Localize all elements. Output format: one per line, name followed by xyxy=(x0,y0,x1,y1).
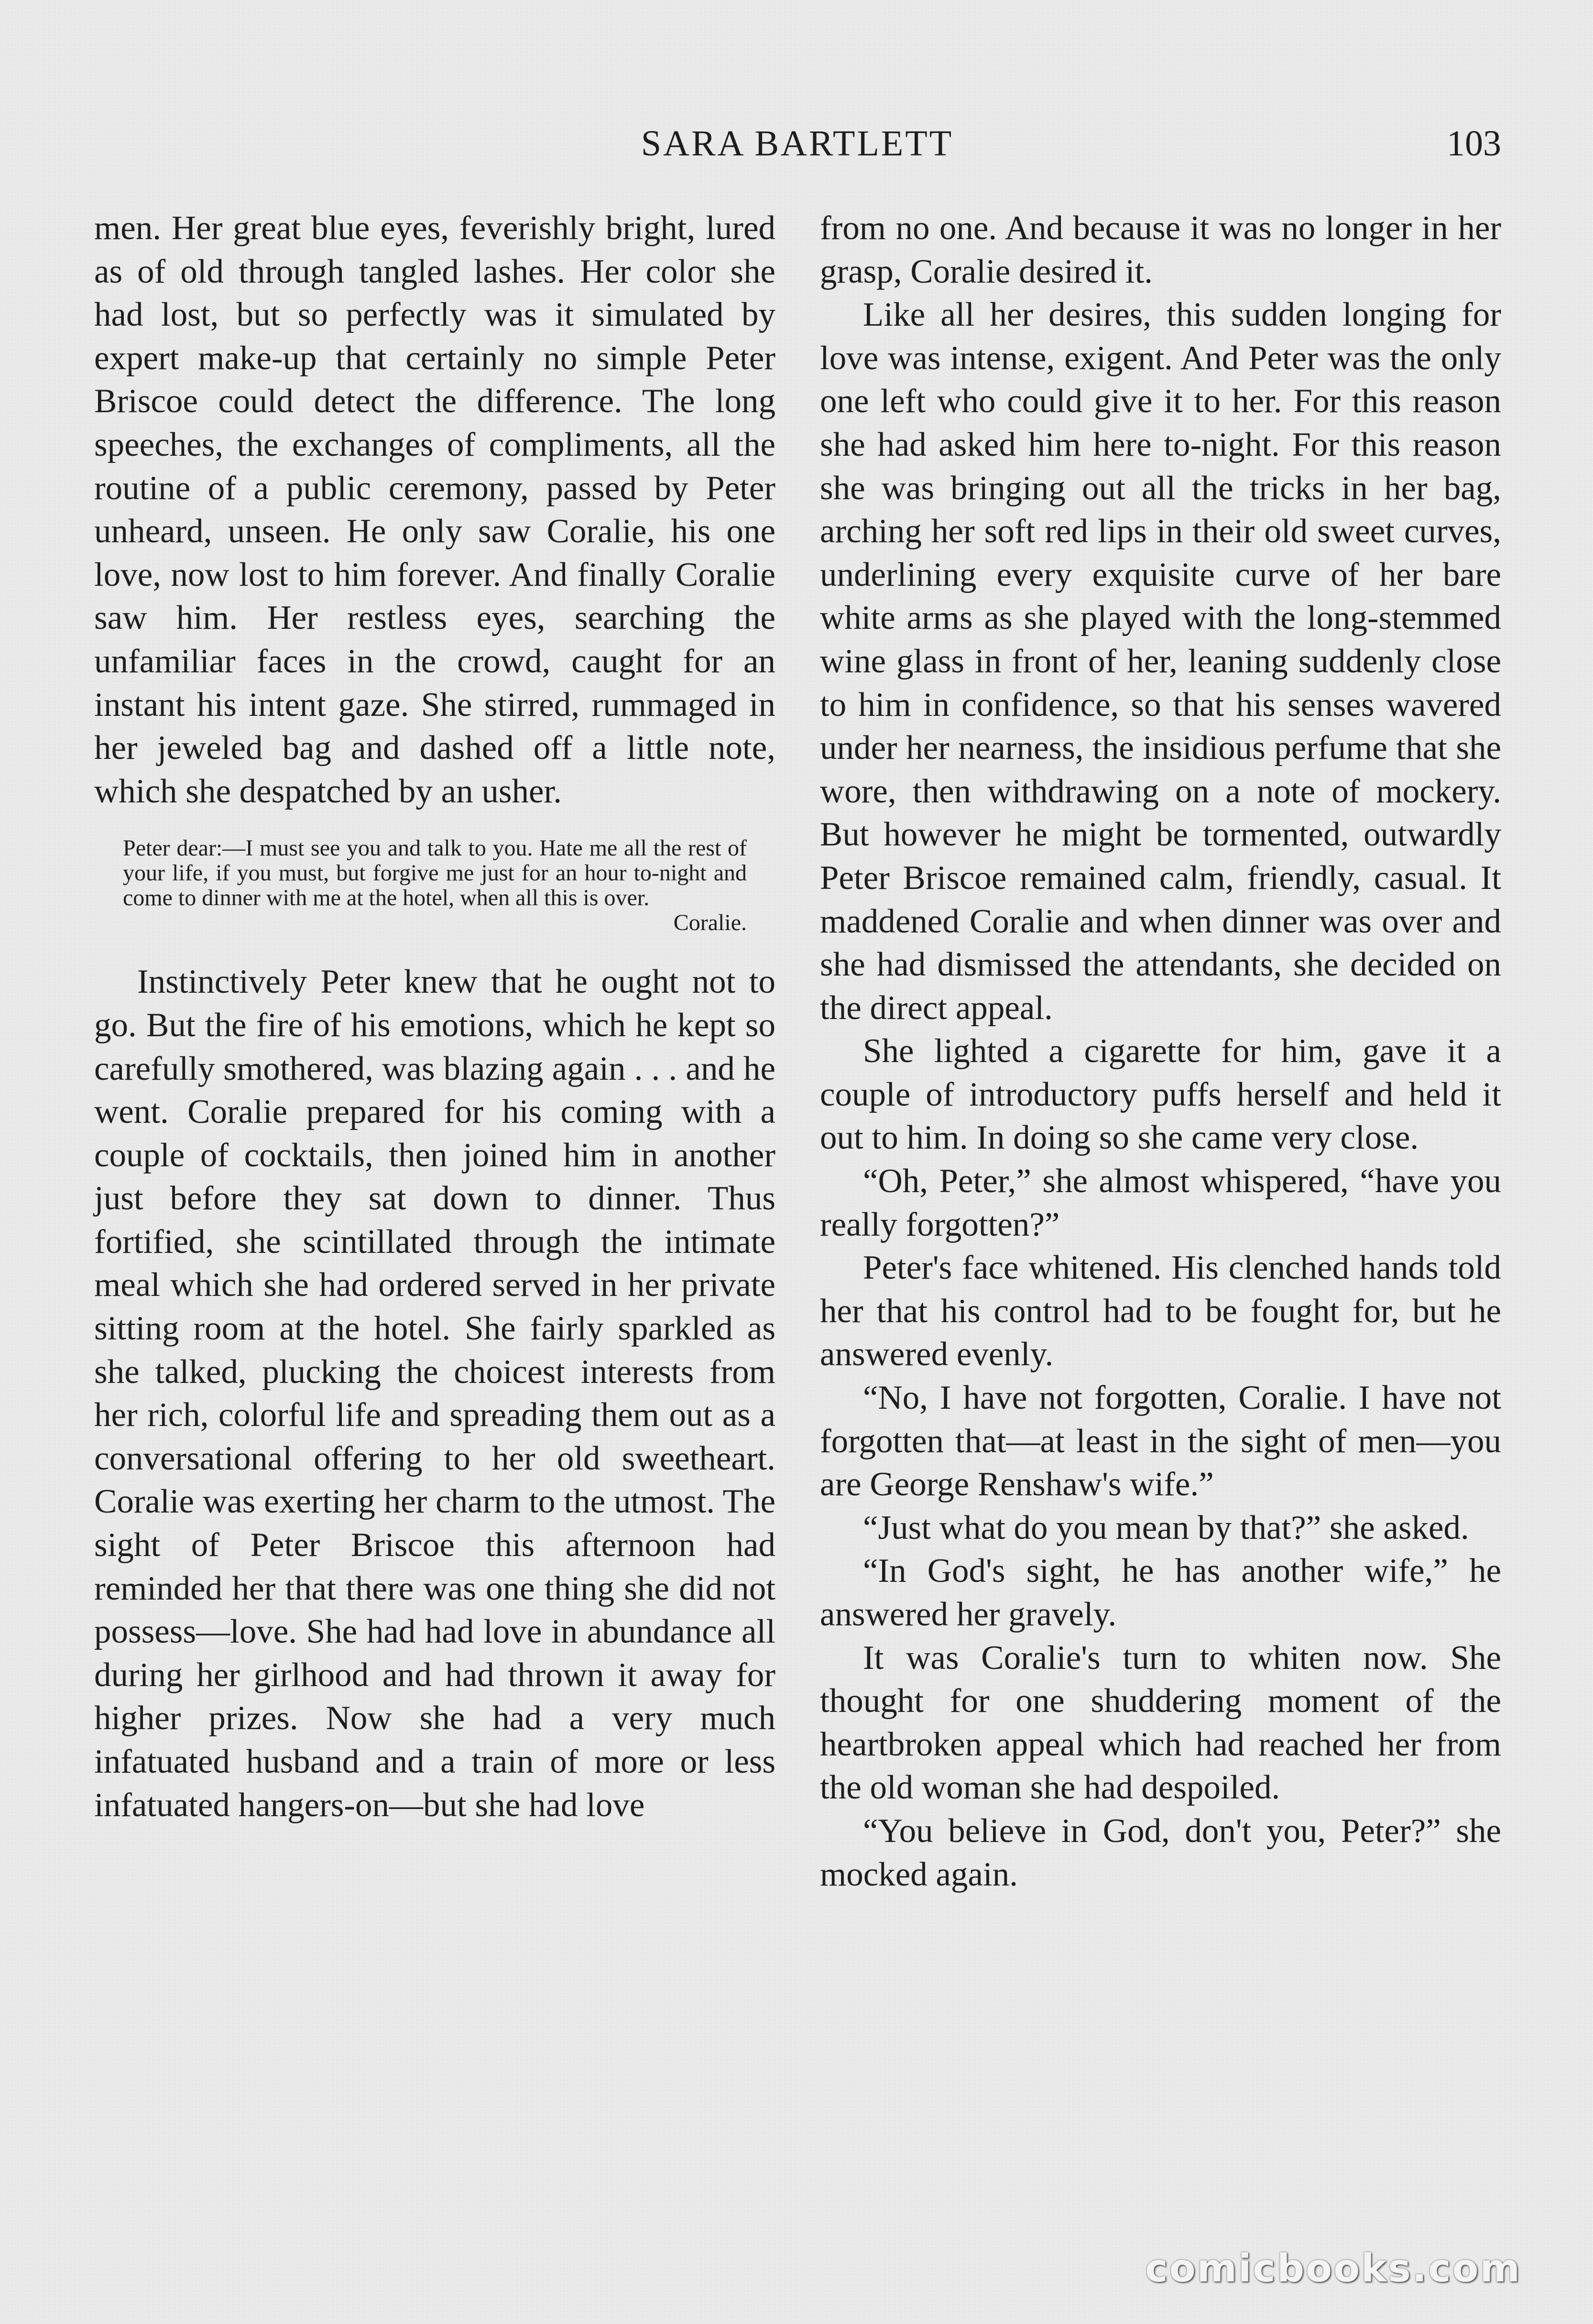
left-column xyxy=(94,207,775,1827)
paragraph: from no one. And because it was no longer in her grasp, Coralie desired it. xyxy=(820,209,1501,290)
page-header xyxy=(93,117,1501,170)
note-signature: Coralie. xyxy=(673,910,747,936)
paragraph: Like all her desires, this sudden longing for love was intense, exigent. And Peter was the only one left who could give it to her. For this reason she had asked him here to-night. For this reason she was bringing out all the tricks in her bag, arching her soft red lips in their old sweet curves, underlining every exquisite curve of her bare white arms as she played with the long-stemmed wine glass in front of her, leaning suddenly close to him in confidence, so that his senses wavered under her nearness, the insidious perfume that she wore, then withdrawing on a note of mockery. But however he might be tormented, outwardly Peter Briscoe remained calm, friendly, casual. It maddened Coralie and when dinner was over and she had dismissed the attendants, she decided on the direct appeal. xyxy=(820,296,1501,1027)
paragraph: “You believe in God, don't you, Peter?” she mocked again. xyxy=(820,1812,1501,1893)
paragraph: men. Her great blue eyes, feverishly bright, lured as of old through tangled lashes. Her color she had lost, but so perfectly was it simulated by expert make-up that certainly no simple Peter Briscoe could detect the difference. The long speeches, the exchanges of compliments, all the routine of a public ceremony, passed by Peter unheard, unseen. He only saw Coralie, his one love, now lost to him forever. And finally Coralie saw him. Her restless eyes, searching the unfamiliar faces in the crowd, caught for an instant his intent gaze. She stirred, rummaged in her jeweled bag and dashed off a little note, which she despatched by an usher. xyxy=(94,209,775,810)
paragraph: “In God's sight, he has another wife,” he answered her gravely. xyxy=(820,1552,1501,1633)
paragraph: “No, I have not forgotten, Coralie. I have not forgotten that—at least in the sight of men—you are George Renshaw's wife.” xyxy=(820,1379,1501,1503)
paragraph: “Just what do you mean by that?” she asked. xyxy=(863,1509,1469,1546)
paragraph: “Oh, Peter,” she almost whispered, “have you really forgotten?” xyxy=(820,1162,1501,1243)
note-text: Peter dear:—I must see you and talk to you. Hate me all the rest of your life, if you must, but forgive me just for an hour to-night and come to dinner with me at the hotel, when all this is over. xyxy=(123,835,747,911)
paragraph: It was Coralie's turn to whiten now. She thought for one shuddering moment of the heartbroken appeal which had reached her from the old woman she had despoiled. xyxy=(820,1639,1501,1807)
page-number: 103 xyxy=(1447,123,1501,164)
running-title: SARA BARTLETT xyxy=(641,123,954,164)
paragraph: Instinctively Peter knew that he ought not to go. But the fire of his emotions, which he kept so carefully smothered, was blazing again . . . and he went. Coralie prepared for his coming with a couple of cocktails, then joined him in another just before they sat down to dinner. Thus fortified, she scintillated through the intimate meal which she had ordered served in her private sitting room at the hotel. She fairly sparkled as she talked, plucking the choicest interests from her rich, colorful life and spreading them out as a conversational offering to her old sweetheart. Coralie was exerting her charm to the utmost. The sight of Peter Briscoe this afternoon had reminded her that there was one thing she did not possess—love. She had had love in abundance all during her girlhood and had thrown it away for higher prizes. Now she had a very much infatuated husband and a train of more or less infatuated hangers-on—but she had love xyxy=(94,963,775,1824)
right-column xyxy=(820,207,1501,1896)
paragraph: She lighted a cigarette for him, gave it a couple of introductory puffs herself and held it out to him. In doing so she came very close. xyxy=(820,1032,1501,1157)
watermark: comicbooks.com xyxy=(1145,2246,1521,2291)
note-block xyxy=(123,836,747,935)
paragraph: Peter's face whitened. His clenched hands told her that his control had to be fought for, but he answered evenly. xyxy=(820,1249,1501,1373)
